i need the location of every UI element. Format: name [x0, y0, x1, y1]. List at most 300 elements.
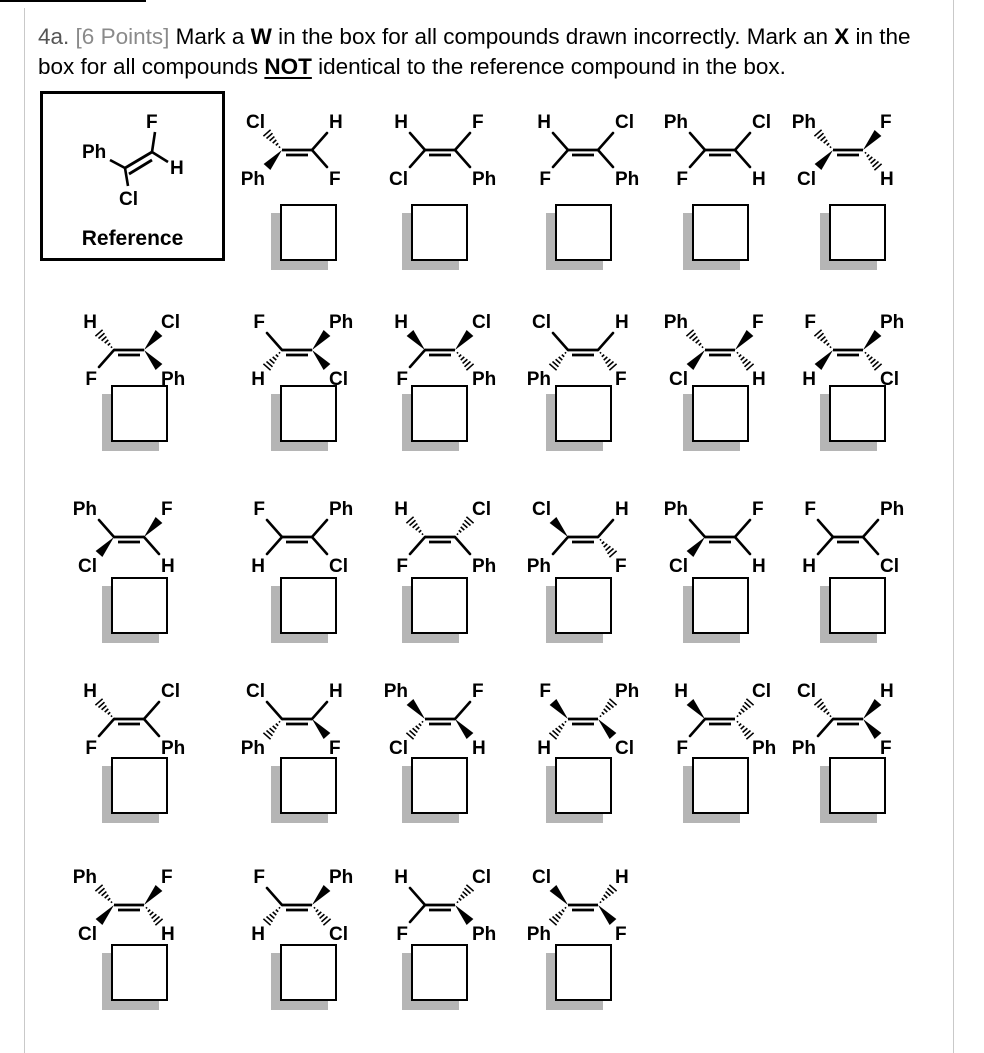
single-bond: [410, 150, 425, 167]
hash-bond: [602, 712, 604, 714]
wedge-bond: [144, 517, 162, 537]
hash-bond: [556, 728, 561, 732]
compound-2: [389, 112, 496, 190]
hash-bond: [314, 907, 315, 908]
hash-bond: [270, 728, 275, 732]
hash-bond: [608, 549, 614, 554]
substituent-tr: F: [752, 499, 764, 520]
single-bond: [598, 520, 613, 537]
substituent-bl: Cl: [389, 169, 408, 190]
single-bond: [110, 160, 125, 168]
substituent-tl: H: [394, 867, 408, 888]
substituent-tl: H: [537, 112, 551, 133]
hash-bond: [148, 910, 150, 912]
single-bond: [267, 888, 282, 905]
hash-bond: [279, 907, 280, 908]
substituent-tl: H: [674, 681, 688, 702]
hash-bond: [600, 902, 601, 903]
substituent-bl: F: [396, 924, 408, 945]
single-bond: [267, 520, 282, 537]
hash-bond: [267, 362, 273, 367]
single-bond: [690, 133, 705, 150]
single-bond: [267, 537, 282, 554]
substituent-tr: Cl: [472, 867, 491, 888]
single-bond: [152, 132, 155, 152]
mark-w: W: [250, 24, 272, 49]
single-bond: [455, 133, 470, 150]
substituent-bl: Ph: [526, 369, 551, 390]
hash-bond: [99, 888, 105, 893]
hash-bond: [562, 724, 564, 726]
substituent-tr: Cl: [615, 112, 634, 133]
question-text-part: in the box for all compounds drawn incorrectly. Mark an: [271, 24, 835, 49]
hash-bond: [559, 912, 563, 915]
hash-bond: [416, 527, 420, 530]
hash-bond: [556, 359, 561, 363]
single-bond: [267, 333, 282, 350]
reference-substituent-tr: F: [146, 112, 158, 133]
compound-21: [537, 681, 639, 759]
substituent-bl: Cl: [669, 556, 688, 577]
hash-bond: [111, 716, 112, 717]
substituent-tr: F: [161, 499, 173, 520]
single-bond: [410, 905, 425, 922]
hash-bond: [821, 337, 826, 341]
single-bond: [735, 537, 750, 554]
hash-bond: [741, 357, 745, 360]
substituent-br: F: [329, 169, 341, 190]
hash-bond: [410, 520, 416, 525]
wedge-bond: [264, 150, 282, 170]
single-bond: [312, 133, 327, 150]
wedge-bond: [598, 905, 616, 925]
question-text-part: in the box for all compounds: [38, 24, 911, 79]
hash-bond: [871, 159, 876, 163]
hash-bond: [871, 359, 876, 363]
reference-substituent-tl: Ph: [82, 142, 107, 163]
hash-bond: [108, 712, 110, 714]
hash-bond: [743, 728, 748, 732]
wedge-bond: [863, 719, 881, 739]
substituent-br: F: [615, 369, 627, 390]
hash-bond: [608, 362, 614, 367]
hash-bond: [273, 912, 277, 915]
substituent-br: Cl: [329, 924, 348, 945]
wedge-bond: [735, 330, 753, 350]
single-bond: [863, 537, 878, 554]
hash-bond: [604, 544, 608, 547]
substituent-tl: H: [83, 312, 97, 333]
hash-bond: [459, 898, 461, 900]
substituent-tr: H: [615, 499, 629, 520]
substituent-tr: Cl: [752, 112, 771, 133]
wedge-bond: [815, 150, 833, 170]
hash-bond: [604, 895, 608, 898]
hash-bond: [830, 347, 831, 348]
compound-7: [251, 312, 353, 390]
substituent-bl: F: [396, 556, 408, 577]
single-bond: [690, 150, 705, 167]
wedge-bond: [687, 537, 705, 557]
hash-bond: [267, 133, 273, 138]
hash-bond: [604, 709, 608, 712]
hash-bond: [743, 359, 748, 363]
substituent-bl: Cl: [389, 738, 408, 759]
compound-3: [537, 112, 639, 190]
substituent-br: Cl: [329, 556, 348, 577]
compound-13: [251, 499, 353, 577]
hash-bond: [830, 147, 831, 148]
hash-bond: [739, 712, 741, 714]
substituent-tl: Cl: [532, 312, 551, 333]
hash-bond: [154, 917, 160, 922]
question-points: [6 Points]: [75, 24, 170, 49]
reference-structure: [82, 112, 184, 210]
substituent-tl: Ph: [72, 499, 97, 520]
substituent-tr: H: [880, 681, 894, 702]
hash-bond: [869, 157, 873, 160]
substituent-bl: F: [539, 169, 551, 190]
single-bond: [553, 333, 568, 350]
hash-bond: [702, 347, 703, 348]
hash-bond: [99, 333, 105, 338]
substituent-tr: F: [472, 681, 484, 702]
hash-bond: [602, 355, 604, 357]
substituent-br: H: [161, 924, 175, 945]
compound-12: [73, 499, 175, 577]
compound-14: [394, 499, 496, 577]
hash-bond: [608, 702, 614, 707]
hash-bond: [279, 147, 280, 148]
hash-bond: [818, 333, 824, 338]
question-label: 4a.: [38, 24, 70, 49]
hash-bond: [457, 534, 458, 535]
hash-bond: [562, 355, 564, 357]
wedge-bond: [312, 330, 330, 350]
hash-bond: [276, 724, 278, 726]
hash-bond: [273, 140, 277, 143]
hash-bond: [553, 731, 559, 736]
single-bond: [690, 520, 705, 537]
single-bond: [267, 702, 282, 719]
wedge-bond: [407, 330, 425, 350]
hash-bond: [459, 530, 461, 532]
single-bond: [735, 150, 750, 167]
hash-bond: [270, 359, 275, 363]
wedge-bond: [455, 905, 473, 925]
hash-bond: [111, 347, 112, 348]
substituent-tl: F: [804, 499, 816, 520]
single-bond: [455, 702, 470, 719]
hash-bond: [463, 359, 468, 363]
hash-bond: [818, 702, 824, 707]
single-bond: [152, 152, 168, 162]
hash-bond: [824, 140, 828, 143]
hash-bond: [150, 912, 154, 915]
hash-bond: [818, 133, 824, 138]
hash-bond: [553, 917, 559, 922]
substituent-bl: H: [802, 556, 816, 577]
hash-bond: [606, 359, 611, 363]
substituent-tl: H: [394, 312, 408, 333]
wedge-bond: [96, 537, 114, 557]
substituent-tr: H: [329, 681, 343, 702]
substituent-br: F: [615, 924, 627, 945]
hash-bond: [270, 914, 275, 918]
single-bond: [735, 520, 750, 537]
substituent-tr: F: [752, 312, 764, 333]
single-bond: [312, 150, 327, 167]
substituent-tl: H: [394, 499, 408, 520]
hash-bond: [565, 721, 566, 722]
substituent-br: Ph: [615, 169, 640, 190]
hash-bond: [869, 357, 873, 360]
single-bond: [553, 150, 568, 167]
wedge-bond: [863, 330, 881, 350]
hash-bond: [606, 892, 611, 896]
hash-bond: [273, 357, 277, 360]
substituent-tl: H: [83, 681, 97, 702]
hash-bond: [463, 892, 468, 896]
substituent-tr: Ph: [615, 681, 640, 702]
single-bond: [455, 537, 470, 554]
hash-bond: [102, 337, 107, 341]
hash-bond: [99, 702, 105, 707]
hash-bond: [422, 721, 423, 722]
hash-bond: [556, 914, 561, 918]
hash-bond: [270, 137, 275, 141]
single-bond: [312, 537, 327, 554]
hash-bond: [865, 352, 866, 353]
substituent-br: Ph: [161, 738, 186, 759]
hash-bond: [105, 709, 109, 712]
substituent-tl: Ph: [791, 112, 816, 133]
substituent-bl: H: [537, 738, 551, 759]
compound-9: [527, 312, 629, 390]
compound-17: [802, 499, 904, 577]
substituent-bl: H: [251, 369, 265, 390]
substituent-br: F: [615, 556, 627, 577]
hash-bond: [827, 343, 829, 345]
single-bond: [144, 719, 159, 736]
compound-27: [527, 867, 629, 945]
substituent-tr: Cl: [472, 312, 491, 333]
hash-bond: [741, 709, 745, 712]
substituent-tr: Ph: [329, 867, 354, 888]
hash-bond: [737, 716, 738, 717]
wedge-bond: [598, 719, 616, 739]
substituent-bl: Cl: [78, 556, 97, 577]
hash-bond: [865, 152, 866, 153]
hash-bond: [824, 709, 828, 712]
hash-bond: [463, 524, 468, 528]
substituent-br: Cl: [880, 369, 899, 390]
substituent-tr: Cl: [161, 312, 180, 333]
reference-substituent-br: H: [170, 158, 184, 179]
substituent-bl: Cl: [78, 924, 97, 945]
hash-bond: [416, 726, 420, 729]
single-bond: [598, 150, 613, 167]
substituent-tr: F: [161, 867, 173, 888]
single-bond: [99, 350, 114, 367]
single-bond: [818, 520, 833, 537]
hash-bond: [105, 895, 109, 898]
compound-6: [83, 312, 185, 390]
substituent-tl: Cl: [246, 112, 265, 133]
single-bond: [863, 520, 878, 537]
hash-bond: [465, 888, 471, 893]
substituent-br: F: [329, 738, 341, 759]
hash-bond: [267, 731, 273, 736]
substituent-tr: F: [880, 112, 892, 133]
compound-25: [251, 867, 353, 945]
wedge-bond: [863, 130, 881, 150]
hash-bond: [600, 352, 601, 353]
single-bond: [410, 133, 425, 150]
substituent-tr: F: [472, 112, 484, 133]
substituent-tr: H: [615, 867, 629, 888]
hash-bond: [827, 143, 829, 145]
hash-bond: [604, 357, 608, 360]
hash-bond: [276, 910, 278, 912]
substituent-bl: Cl: [669, 369, 688, 390]
substituent-bl: F: [676, 169, 688, 190]
hash-bond: [279, 352, 280, 353]
wedge-bond: [550, 517, 568, 537]
hash-bond: [322, 917, 328, 922]
hash-bond: [608, 888, 614, 893]
wedge-bond: [144, 330, 162, 350]
question-text-part: Mark a: [169, 24, 251, 49]
wedge-bond: [550, 885, 568, 905]
compound-1: [241, 112, 343, 190]
substituent-br: Ph: [161, 369, 186, 390]
substituent-br: Ph: [472, 556, 497, 577]
substituent-bl: F: [676, 738, 688, 759]
substituent-tr: Ph: [880, 499, 905, 520]
substituent-bl: F: [396, 369, 408, 390]
not-emphasis: NOT: [264, 54, 312, 79]
hash-bond: [102, 892, 107, 896]
hash-bond: [693, 337, 698, 341]
single-bond: [818, 719, 833, 736]
substituent-tl: Cl: [246, 681, 265, 702]
hash-bond: [821, 137, 826, 141]
hash-bond: [108, 343, 110, 345]
substituent-br: H: [752, 556, 766, 577]
single-bond: [312, 520, 327, 537]
substituent-tr: Ph: [880, 312, 905, 333]
hash-bond: [745, 731, 751, 736]
hash-bond: [413, 728, 418, 732]
substituent-bl: Ph: [526, 924, 551, 945]
substituent-bl: H: [251, 924, 265, 945]
wedge-bond: [407, 699, 425, 719]
compound-16: [664, 499, 766, 577]
substituent-bl: F: [85, 369, 97, 390]
hash-bond: [102, 706, 107, 710]
single-bond: [99, 719, 114, 736]
wedge-bond: [815, 350, 833, 370]
substituent-br: Cl: [880, 556, 899, 577]
substituent-br: H: [752, 169, 766, 190]
compound-18: [83, 681, 185, 759]
hash-bond: [824, 340, 828, 343]
substituent-br: Ph: [472, 169, 497, 190]
hash-bond: [152, 914, 157, 918]
substituent-bl: Ph: [526, 556, 551, 577]
single-bond: [598, 133, 613, 150]
hash-bond: [111, 902, 112, 903]
single-bond: [690, 719, 705, 736]
hash-bond: [739, 724, 741, 726]
substituent-br: Cl: [329, 369, 348, 390]
compound-23: [792, 681, 894, 759]
compound-10: [664, 312, 766, 390]
compound-19: [241, 681, 343, 759]
substituent-br: Cl: [615, 738, 634, 759]
substituent-br: Ph: [472, 924, 497, 945]
compound-26: [394, 867, 496, 945]
substituent-tl: F: [539, 681, 551, 702]
hash-bond: [316, 910, 318, 912]
substituent-bl: F: [85, 738, 97, 759]
hash-bond: [867, 355, 869, 357]
hash-bond: [606, 706, 611, 710]
hash-bond: [457, 352, 458, 353]
hash-bond: [465, 520, 471, 525]
hash-bond: [413, 524, 418, 528]
wedge-bond: [312, 885, 330, 905]
substituent-bl: Ph: [791, 738, 816, 759]
hash-bond: [600, 539, 601, 540]
substituent-bl: Ph: [240, 169, 265, 190]
wedge-bond: [144, 885, 162, 905]
hash-bond: [279, 721, 280, 722]
wedge-bond: [312, 719, 330, 739]
hash-bond: [867, 155, 869, 157]
substituent-tl: F: [253, 867, 265, 888]
substituent-tl: Cl: [797, 681, 816, 702]
hash-bond: [745, 362, 751, 367]
single-bond: [553, 537, 568, 554]
substituent-tr: Ph: [329, 312, 354, 333]
hash-bond: [267, 917, 273, 922]
wedge-bond: [312, 350, 330, 370]
single-bond: [455, 150, 470, 167]
compound-22: [674, 681, 776, 759]
compound-11: [802, 312, 904, 390]
single-bond: [410, 537, 425, 554]
wedge-bond: [455, 330, 473, 350]
substituent-tl: Ph: [663, 112, 688, 133]
hash-bond: [739, 355, 741, 357]
substituent-bl: Ph: [240, 738, 265, 759]
hash-bond: [690, 333, 696, 338]
wedge-bond: [144, 350, 162, 370]
hash-bond: [873, 162, 879, 167]
substituent-tl: Ph: [383, 681, 408, 702]
substituent-tl: F: [804, 312, 816, 333]
hash-bond: [745, 702, 751, 707]
hash-bond: [737, 352, 738, 353]
hash-bond: [276, 355, 278, 357]
wedge-bond: [455, 719, 473, 739]
hash-bond: [461, 527, 465, 530]
substituent-tl: Ph: [72, 867, 97, 888]
substituent-br: F: [880, 738, 892, 759]
substituent-tr: H: [329, 112, 343, 133]
